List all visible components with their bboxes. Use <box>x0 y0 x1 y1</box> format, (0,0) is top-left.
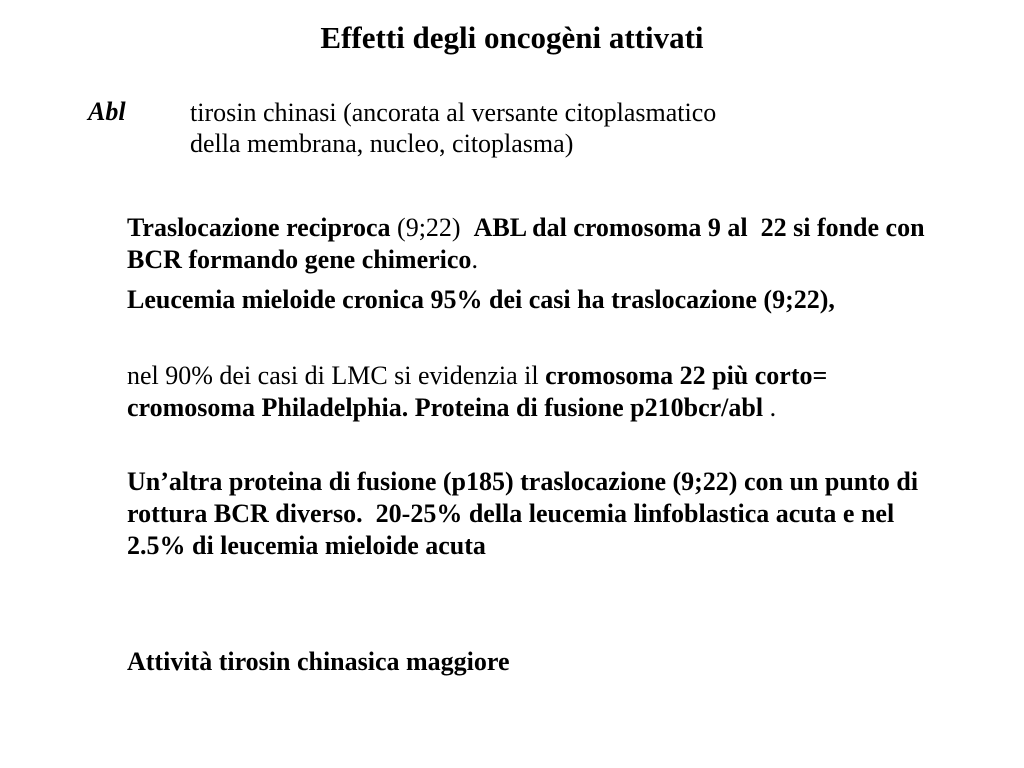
paragraph-p185 <box>127 466 932 562</box>
final-statement: Attività tirosin chinasica maggiore <box>127 647 510 676</box>
paragraph-philadelphia <box>127 360 932 424</box>
translocation-heading: Traslocazione reciproca <box>127 213 391 242</box>
translocation-period: . <box>471 245 478 274</box>
philadelphia-period: . <box>763 393 777 422</box>
paragraph-cml <box>127 284 932 316</box>
translocation-detail: ABL dal cromosoma 9 al 22 si fonde con BCR formando gene chimerico <box>127 213 932 274</box>
p185-text: Un’altra proteina di fusione (p185) traslocazione (9;22) con un punto di rottura BCR diverso. 20-25% della leucemia linfoblastica acuta e nel 2.5% di leucemia mieloide acuta <box>127 467 925 560</box>
abl-description-line-2: della membrana, nucleo, citoplasma) <box>190 129 574 158</box>
slide-title: Effetti degli oncogèni attivati <box>320 20 704 55</box>
abl-description-line-1: tirosin chinasi (ancorata al versante citoplasmatico <box>190 98 717 127</box>
abl-description <box>190 97 910 159</box>
abl-term: Abl <box>88 97 126 126</box>
philadelphia-detail: cromosoma 22 più corto= cromosoma Philadelphia. Proteina di fusione p210bcr/abl <box>127 361 834 422</box>
philadelphia-intro: nel 90% dei casi di LMC si evidenzia il <box>127 361 546 390</box>
paragraph-translocation <box>127 212 932 276</box>
cml-text: Leucemia mieloide cronica 95% dei casi ha traslocazione (9;22), <box>127 285 835 314</box>
translocation-label: (9;22) <box>390 213 474 242</box>
